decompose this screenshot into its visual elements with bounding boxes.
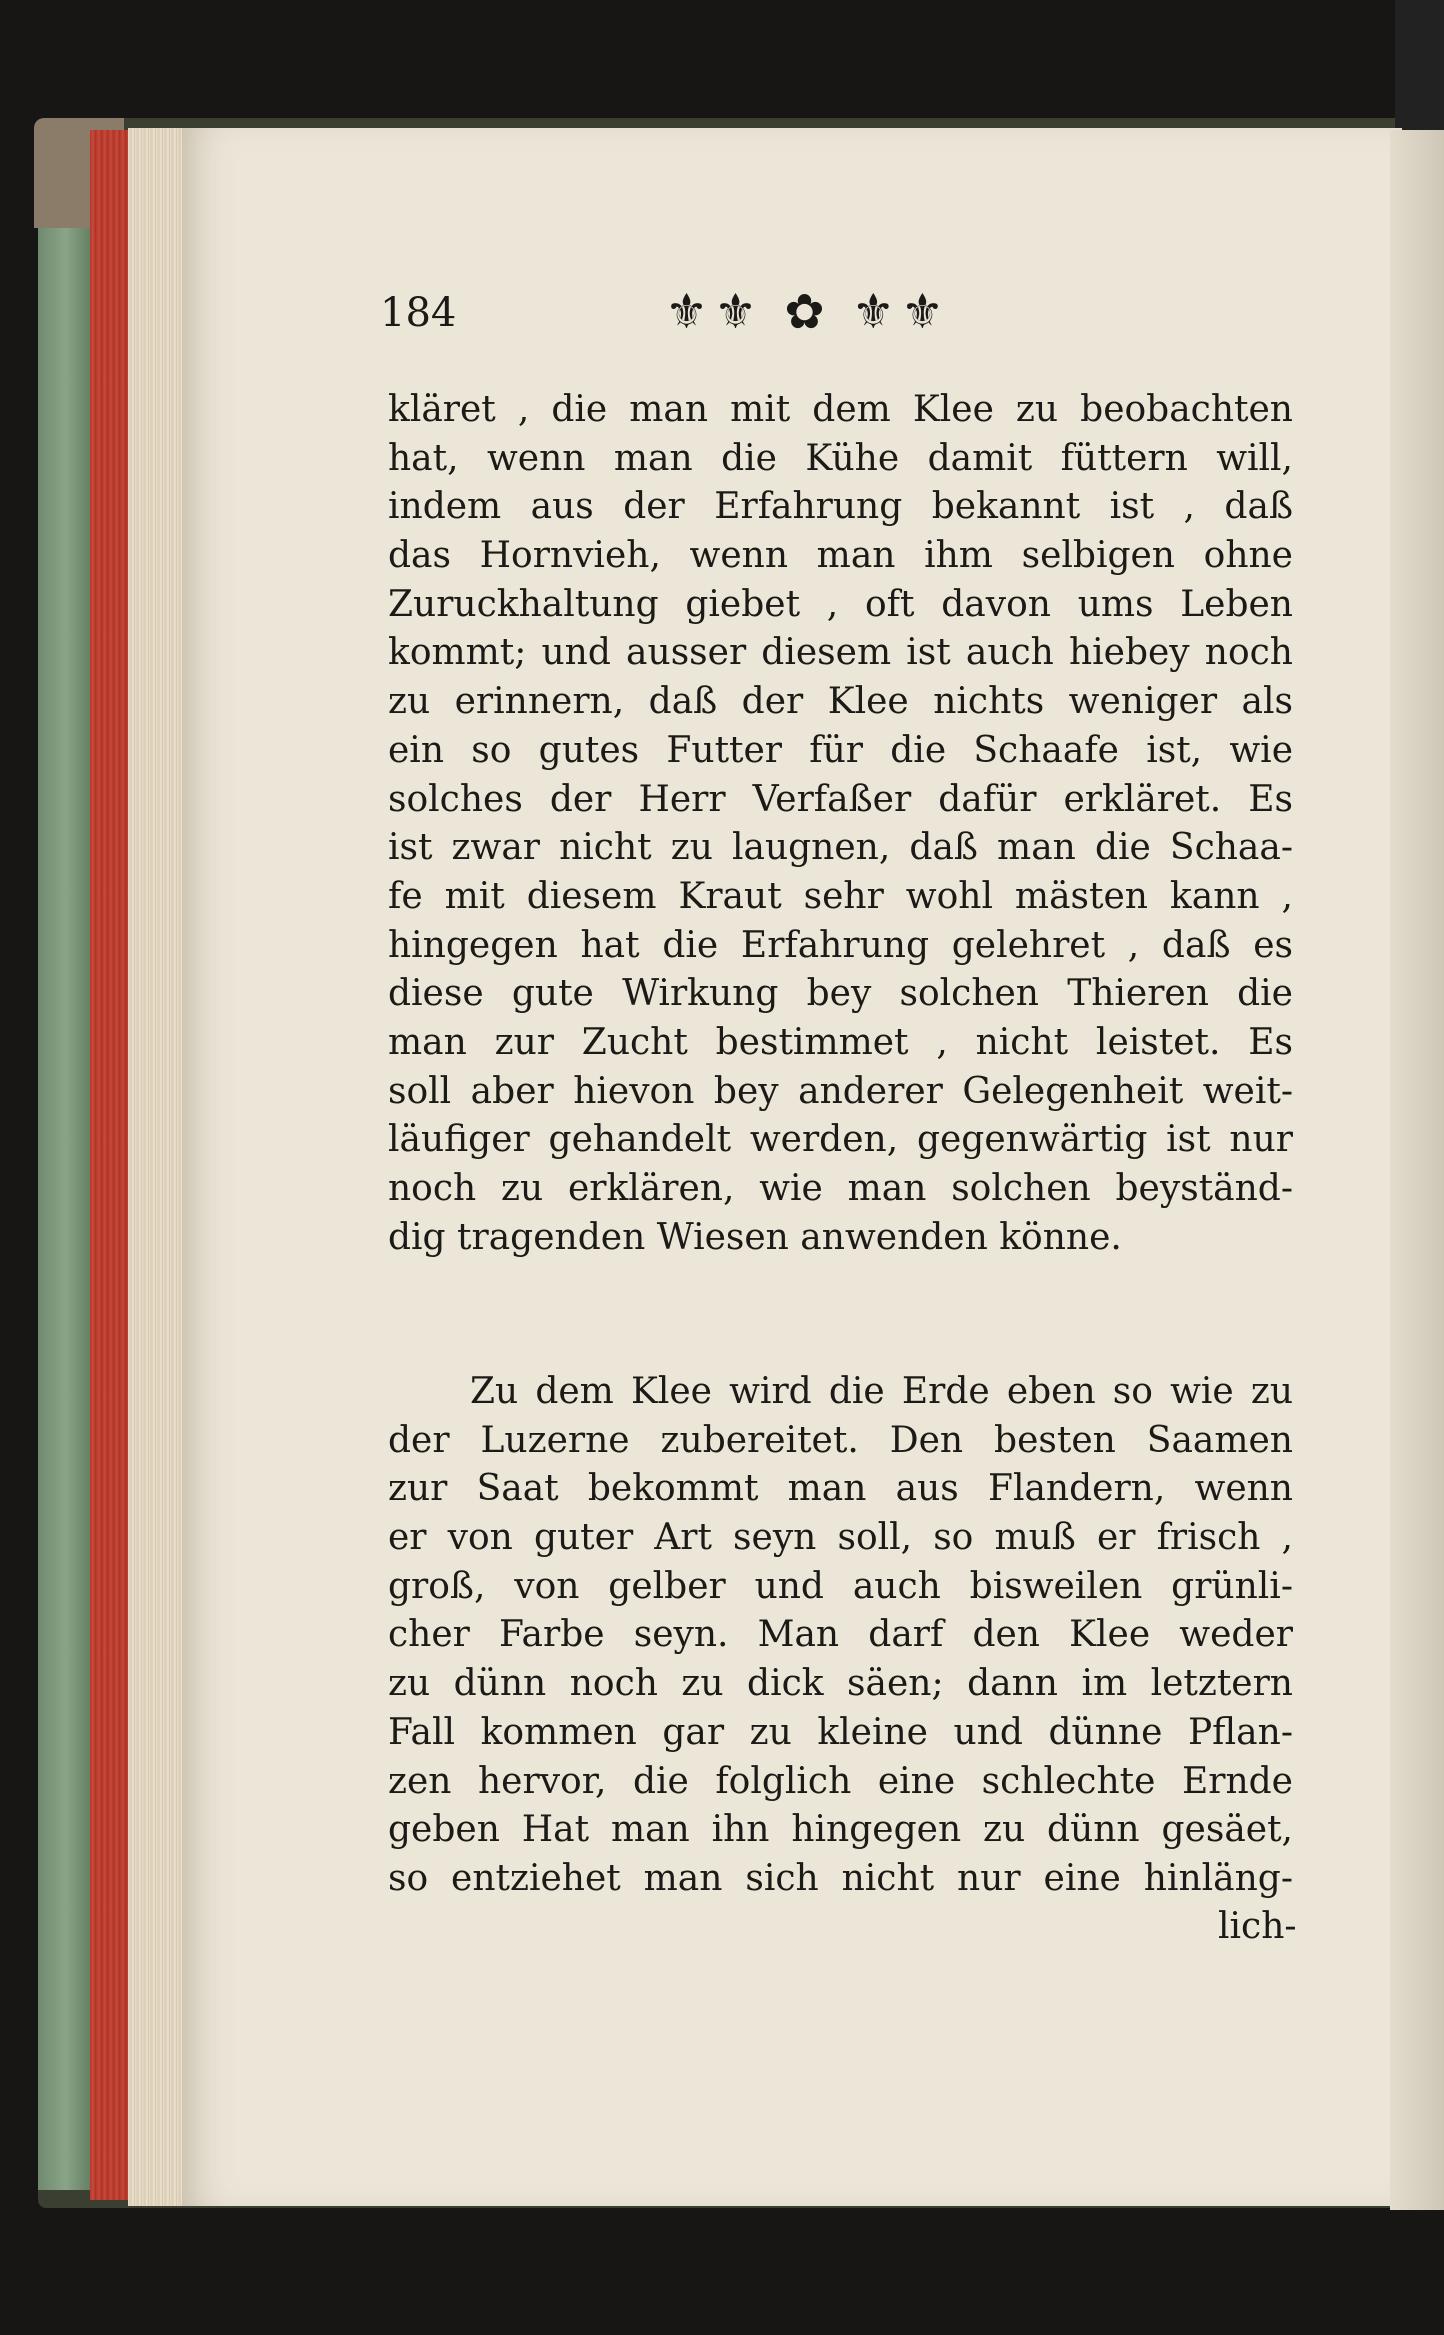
text-line: läufiger gehandelt werden, gegenwärtig ist nur — [388, 1119, 1293, 1161]
text-line: er von guter Art seyn soll, so muß er frisch , — [388, 1517, 1293, 1559]
page-header — [380, 284, 1020, 360]
text-line: so entziehet man sich nicht nur eine hinläng- — [388, 1857, 1293, 1899]
paragraph-1 — [388, 386, 1293, 1262]
text-line: zur Saat bekommt man aus Flandern, wenn — [388, 1468, 1293, 1510]
red-page-edge — [90, 130, 130, 2200]
text-line: hingegen hat die Erfahrung gelehret , daß es — [388, 924, 1293, 966]
text-line: kläret , die man mit dem Klee zu beobachten — [388, 389, 1293, 430]
text-line: diese gute Wirkung bey solchen Thieren die — [388, 973, 1293, 1015]
text-line: cher Farbe seyn. Man darf den Klee weder — [388, 1614, 1293, 1656]
text-line: indem aus der Erfahrung bekannt ist , daß — [388, 486, 1293, 528]
text-line: Fall kommen gar zu kleine und dünne Pflan- — [388, 1711, 1293, 1753]
header-ornament: ⚜⚜ ✿ ⚜⚜ — [665, 284, 950, 340]
text-line: Zuruckhaltung giebet , oft davon ums Leben — [388, 583, 1293, 625]
text-line: ein so gutes Futter für die Schaafe ist, wie — [388, 729, 1293, 771]
text-line: zu dünn noch zu dick säen; dann im letztern — [388, 1663, 1293, 1705]
text-line: fe mit diesem Kraut sehr wohl mästen kann , — [388, 875, 1293, 917]
text-line: noch zu erklären, wie man solchen beyständ- — [388, 1168, 1293, 1209]
text-line: soll aber hievon bey anderer Gelegenheit weit- — [388, 1070, 1293, 1112]
text-line: kommt; und ausser diesem ist auch hiebey noch — [388, 632, 1293, 674]
catchword: lich- — [1218, 1906, 1297, 1947]
background-corner — [1395, 0, 1444, 130]
text-line: hat, wenn man die Kühe damit füttern will, — [388, 437, 1293, 479]
text-line: Zu dem Klee wird die Erde eben so wie zu — [470, 1371, 1293, 1412]
text-line: man zur Zucht bestimmet , nicht leistet. Es — [388, 1021, 1293, 1063]
page-number: 184 — [380, 290, 457, 336]
text-line: zen hervor, die folglich eine schlechte Ernde — [388, 1760, 1293, 1802]
text-line: ist zwar nicht zu laugnen, daß man die Schaa- — [388, 827, 1293, 869]
text-line: das Hornvieh, wenn man ihm selbigen ohne — [388, 535, 1293, 577]
text-line: der Luzerne zubereitet. Den besten Saamen — [388, 1419, 1293, 1461]
text-line: solches der Herr Verfaßer dafür erkläret. Es — [388, 778, 1293, 820]
facing-page-edge — [1390, 130, 1444, 2210]
text-line: geben Hat man ihn hingegen zu dünn gesäet, — [388, 1809, 1293, 1851]
paragraph-2 — [388, 1368, 1293, 1904]
text-line: dig tragenden Wiesen anwenden könne. — [388, 1216, 1122, 1258]
cover-spine-band — [38, 210, 94, 2190]
text-line: zu erinnern, daß der Klee nichts weniger als — [388, 681, 1293, 723]
page-stack-edge — [128, 128, 188, 2206]
text-line: groß, von gelber und auch bisweilen grünli- — [388, 1565, 1293, 1607]
